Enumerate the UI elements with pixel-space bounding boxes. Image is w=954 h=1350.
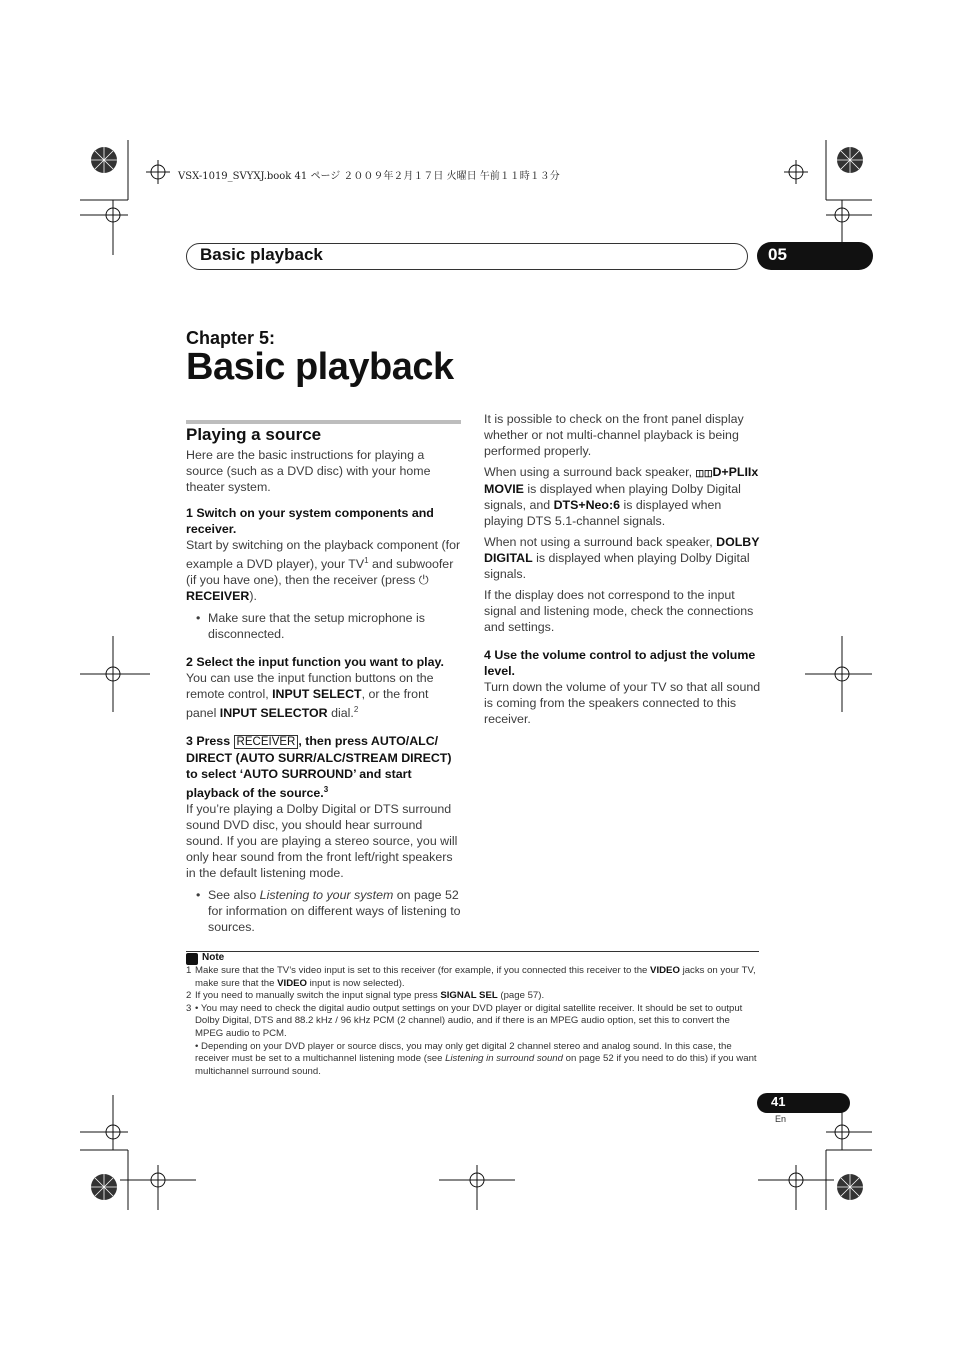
print-info: VSX-1019_SVYXJ.book 41 ページ ２００９年２月１７日 火曜日 午前１１時１３分 [178,171,560,182]
step-1-heading: 1 Switch on your system components and receiver. [186,506,434,536]
chapter-title: Basic playback [186,346,454,388]
chapter-label: Chapter 5: [186,328,276,348]
note-rule [186,951,759,952]
step-3-heading: 3 Press RECEIVER , then press AUTO/ALC/ DIRECT (AUTO SURR/ALC/STREAM DIRECT) to select ‘AUTO SURROUND’ and start playback of the source.$^3$ [186,734,452,801]
bullet-microphone: • Make sure that the setup microphone is disconnected. [186,610,461,642]
footnotes [186,965,760,1078]
note-label: Note [202,952,225,963]
step-2-text: You can use the input function buttons on the remote control, INPUT SELECT, or the front panel INPUT SELECTOR dial.$^2$ [186,671,434,721]
page-number: 41 [771,1094,786,1109]
language-label: En [775,1114,787,1124]
header-title: Basic playback [200,245,323,264]
check-display-paragraph: It is possible to check on the front panel display whether or not multi-channel playback is being performed properly. [484,412,744,458]
no-surround-back-paragraph: When not using a surround back speaker, DOLBY DIGITAL is displayed when playing Dolby Digital signals. [484,535,760,581]
step-4-text: Turn down the volume of your TV so that all sound is coming from the speakers connected to this receiver. [484,680,761,726]
right-column [484,411,762,731]
section-rule [186,420,461,424]
mismatch-paragraph: If the display does not correspond to the input signal and listening mode, check the connections and settings. [484,588,754,634]
bullet-see-also: • See also Listening to your system on page 52 for information on different ways of listening to sources. [186,887,461,935]
footnote-1: 1 Make sure that the TV’s video input is set to this receiver (for example, if you connected this receiver to the VIDEO jacks on your TV, make sure that the VIDEO input is now selected). [186,965,756,989]
intro-paragraph: Here are the basic instructions for playing a source (such as a DVD disc) with your home theater system. [186,448,431,494]
dolby-logo-icon: ◫◫ [695,468,713,478]
chapter-number: 05 [768,245,787,264]
note-icon [186,953,198,965]
step-2-heading: 2 Select the input function you want to play. [186,655,444,670]
step-4-heading: 4 Use the volume control to adjust the volume level. [484,648,756,678]
left-column [186,447,461,939]
step-3-text: If you’re playing a Dolby Digital or DTS surround sound DVD disc, you should hear surround sound. If you are playing a stereo source, you will only hear sound from the front left/right speakers in the default listening mode. [186,802,458,881]
footnote-2: 2 If you need to manually switch the input signal type press SIGNAL SEL (page 57). [186,990,545,1002]
footnote-3b: • Depending on your DVD player or source discs, you may only get digital 2 channel stereo and analog sound. In this case, the receiver must be set to a multichannel listening mode (see Listening in surround sound on page 52 if you need to do this) if you want multichannel surround sound. [195,1040,757,1077]
footnote-3a: 3 • You may need to check the digital audio output settings on your DVD player or digital satellite receiver. It should be set to output Dolby Digital, DTS and 88.2 kHz / 96 kHz PCM (2 channel) audio, and if there is an MPEG audio option, set this to convert the MPEG audio to PCM. [186,1002,743,1039]
section-title: Playing a source [186,425,322,444]
power-icon: ⏻ [418,573,429,588]
surround-back-paragraph: When using a surround back speaker, ◫◫D+PLIIx MOVIE is displayed when playing Dolby Digital signals, and DTS+Neo:6 is displayed when playing DTS 5.1-channel signals. [484,465,759,528]
receiver-key: RECEIVER [234,735,299,749]
step-1-text: Start by switching on the playback component (for example a DVD player), your $TV^1$ and subwoofer (if you have one), then the receiver (press ⏻ RECEIVER). [186,538,461,604]
